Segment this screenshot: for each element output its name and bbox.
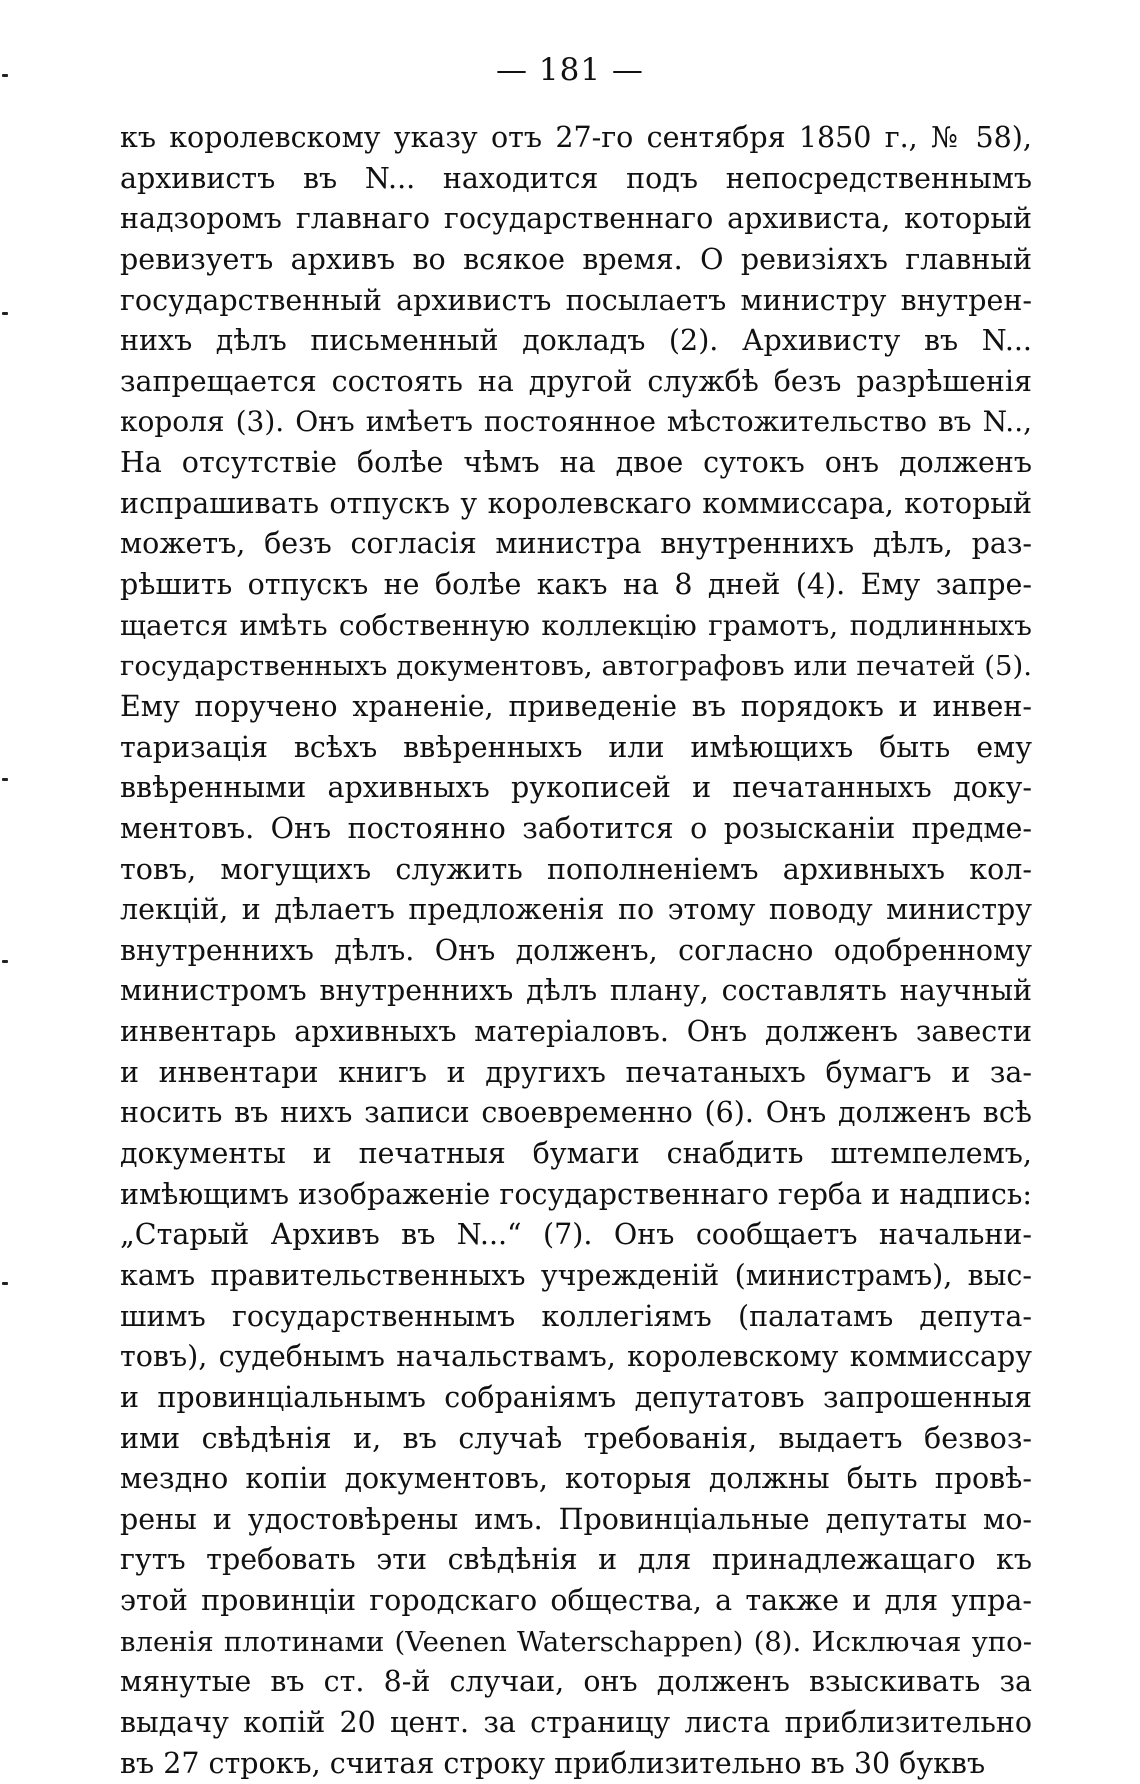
text-line: мездно копіи документовъ, которыя должны быть провѣ- — [120, 1462, 1032, 1496]
text-line: министромъ внутреннихъ дѣлъ плану, составлять научный — [120, 974, 1032, 1008]
text-line: ими свѣдѣнія и, въ случаѣ требованія, выдаетъ безвоз- — [120, 1421, 1032, 1455]
text-line: испрашивать отпускъ у королевскаго коммиссара, который — [120, 486, 1032, 520]
text-line: вленія плотинами (Veenen Waterschappen) (8). Исключая упо- — [120, 1625, 1032, 1658]
text-line: таризація всѣхъ ввѣренныхъ или имѣющихъ быть ему — [120, 730, 1032, 764]
text-line: щается имѣть собственную коллекцію грамотъ, подлинныхъ — [120, 608, 1032, 642]
text-line: можетъ, безъ согласія министра внутреннихъ дѣлъ, раз- — [120, 527, 1032, 561]
text-line: къ королевскому указу отъ 27-го сентября 1850 г., № 58), — [120, 121, 1032, 154]
margin-mark — [2, 1282, 8, 1285]
text-line: ввѣренными архивныхъ рукописей и печатанныхъ доку- — [120, 771, 1032, 805]
text-line: носить въ нихъ записи своевременно (6). Онъ долженъ всѣ — [120, 1096, 1032, 1130]
text-line: и инвентари книгъ и другихъ печатаныхъ бумагъ и за- — [120, 1055, 1032, 1089]
text-line: товъ, могущихъ служить пополненіемъ архивныхъ кол- — [120, 852, 1032, 886]
margin-mark — [2, 74, 8, 77]
margin-mark — [2, 960, 8, 963]
text-line: На отсутствіе болѣе чѣмъ на двое сутокъ онъ долженъ — [120, 446, 1032, 480]
text-line: Ему поручено храненіе, приведеніе въ порядокъ и инвен- — [120, 689, 1032, 723]
text-line: мянутые въ ст. 8-й случаи, онъ долженъ взыскивать за — [120, 1665, 1032, 1699]
text-line: нихъ дѣлъ письменный докладъ (2). Архивисту въ N... — [120, 324, 1032, 358]
body-text — [120, 118, 1032, 1784]
text-line: государственныхъ документовъ, автографовъ или печатей (5). — [120, 650, 1032, 683]
text-line: выдачу копій 20 цент. за страницу листа приблизительно — [120, 1705, 1032, 1739]
text-line: „Старый Архивъ въ N...“ (7). Онъ сообщаетъ начальни- — [120, 1218, 1032, 1252]
text-line: надзоромъ главнаго государственнаго архивиста, который — [120, 202, 1032, 236]
text-line: короля (3). Онъ имѣетъ постоянное мѣстожительство въ N.., — [120, 405, 1032, 439]
text-line: архивистъ въ N... находится подъ непосредственнымъ — [120, 161, 1032, 195]
text-line: запрещается состоять на другой службѣ безъ разрѣшенія — [120, 364, 1032, 398]
text-line: внутреннихъ дѣлъ. Онъ долженъ, согласно одобренному — [120, 933, 1032, 967]
text-line: инвентарь архивныхъ матеріаловъ. Онъ долженъ завести — [120, 1015, 1032, 1049]
text-line: рѣшить отпускъ не болѣе какъ на 8 дней (4). Ему запре- — [120, 568, 1032, 602]
text-line: ревизуетъ архивъ во всякое время. О ревизіяхъ главный — [120, 242, 1032, 276]
text-line: ментовъ. Онъ постоянно заботится о розысканіи предме- — [120, 811, 1032, 845]
margin-mark — [2, 312, 8, 315]
text-line: имѣющимъ изображеніе государственнаго герба и надпись: — [120, 1177, 1032, 1211]
margin-mark — [2, 778, 8, 781]
text-line: государственный архивистъ посылаетъ министру внутрен- — [120, 283, 1032, 317]
text-line: шимъ государственнымъ коллегіямъ (палатамъ депута- — [120, 1299, 1032, 1333]
page-number: — 181 — — [496, 52, 644, 88]
text-line: камъ правительственныхъ учрежденій (министрамъ), выс- — [120, 1258, 1032, 1292]
text-line: лекцій, и дѣлаетъ предложенія по этому поводу министру — [120, 893, 1032, 927]
text-line: товъ), судебнымъ начальствамъ, королевскому коммиссару — [120, 1340, 1032, 1374]
text-line: и провинціальнымъ собраніямъ депутатовъ запрошенныя — [120, 1380, 1032, 1414]
text-line: рены и удостовѣрены имъ. Провинціальные депутаты мо- — [120, 1502, 1032, 1536]
text-line: документы и печатныя бумаги снабдить штемпелемъ, — [120, 1137, 1032, 1171]
text-line: этой провинціи городскаго общества, а также и для упра- — [120, 1584, 1032, 1618]
text-line: гутъ требовать эти свѣдѣнія и для принадлежащаго къ — [120, 1543, 1032, 1577]
text-line: въ 27 строкъ, считая строку приблизительно въ 30 буквъ — [120, 1746, 986, 1780]
